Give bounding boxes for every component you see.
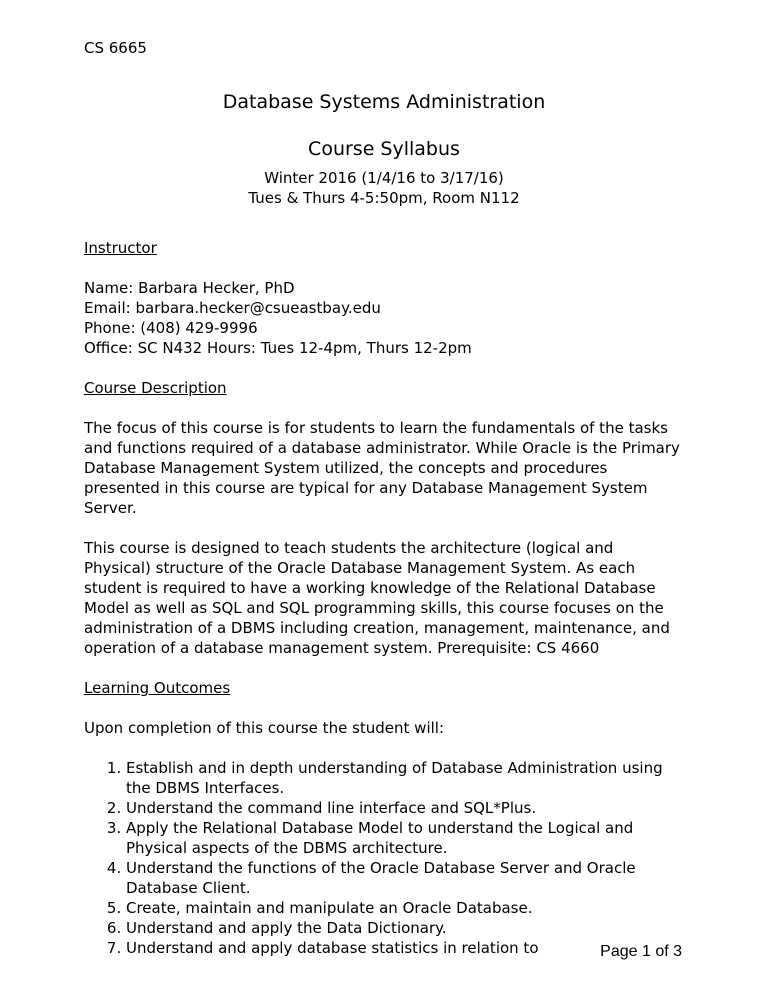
course-term xyxy=(0,168,768,208)
list-item: 1. Establish and in depth understanding of Database Administration using the DBMS Interfaces. xyxy=(126,758,684,798)
description-paragraph: The focus of this course is for students to learn the fundamentals of the tasks and functions required of a database administrator. While Oracle is the Primary Database Management System utilized, the concepts and procedures presented in this course are typical for any Database Management System Server. xyxy=(84,419,680,517)
instructor-name: Name: Barbara Hecker, PhD xyxy=(84,279,295,297)
list-item: 7. Understand and apply database statistics in relation to xyxy=(126,938,684,958)
list-item: 6. Understand and apply the Data Dictionary. xyxy=(126,918,684,938)
description-heading: Course Description xyxy=(84,379,227,397)
outcomes-heading: Learning Outcomes xyxy=(84,679,231,697)
description-paragraph: This course is designed to teach students the architecture (logical and Physical) structure of the Oracle Database Management System. As each student is required to have a working knowledge of the Relational Database Model as well as SQL and SQL programming skills, this course focuses on the administration of a DBMS including creation, management, maintenance, and operation of a database management system. Prerequisite: CS 4660 xyxy=(84,539,670,657)
syllabus-body xyxy=(84,238,684,958)
outcomes-list xyxy=(84,758,684,958)
list-item: 4. Understand the functions of the Oracle Database Server and Oracle Database Client. xyxy=(126,858,684,898)
list-item: 5. Create, maintain and manipulate an Oracle Database. xyxy=(126,898,684,918)
instructor-office: Office: SC N432 Hours: Tues 12-4pm, Thurs 12-2pm xyxy=(84,339,472,357)
page-title: Database Systems Administration xyxy=(222,91,546,113)
outcomes-intro: Upon completion of this course the student will: xyxy=(84,719,444,737)
instructor-info xyxy=(84,278,684,358)
course-code: CS 6665 xyxy=(84,39,147,57)
list-item: 2. Understand the command line interface and SQL*Plus. xyxy=(126,798,684,818)
instructor-phone: Phone: (408) 429-9996 xyxy=(84,319,258,337)
instructor-heading: Instructor xyxy=(84,239,157,257)
page-subtitle: Course Syllabus xyxy=(308,138,460,160)
page-number: Page 1 of 3 xyxy=(600,943,682,960)
class-schedule: Tues & Thurs 4-5:50pm, Room N112 xyxy=(248,189,520,207)
term-dates: Winter 2016 (1/4/16 to 3/17/16) xyxy=(264,169,504,187)
instructor-email: Email: barbara.hecker@csueastbay.edu xyxy=(84,299,381,317)
list-item: 3. Apply the Relational Database Model to understand the Logical and Physical aspects of the DBMS architecture. xyxy=(126,818,684,858)
